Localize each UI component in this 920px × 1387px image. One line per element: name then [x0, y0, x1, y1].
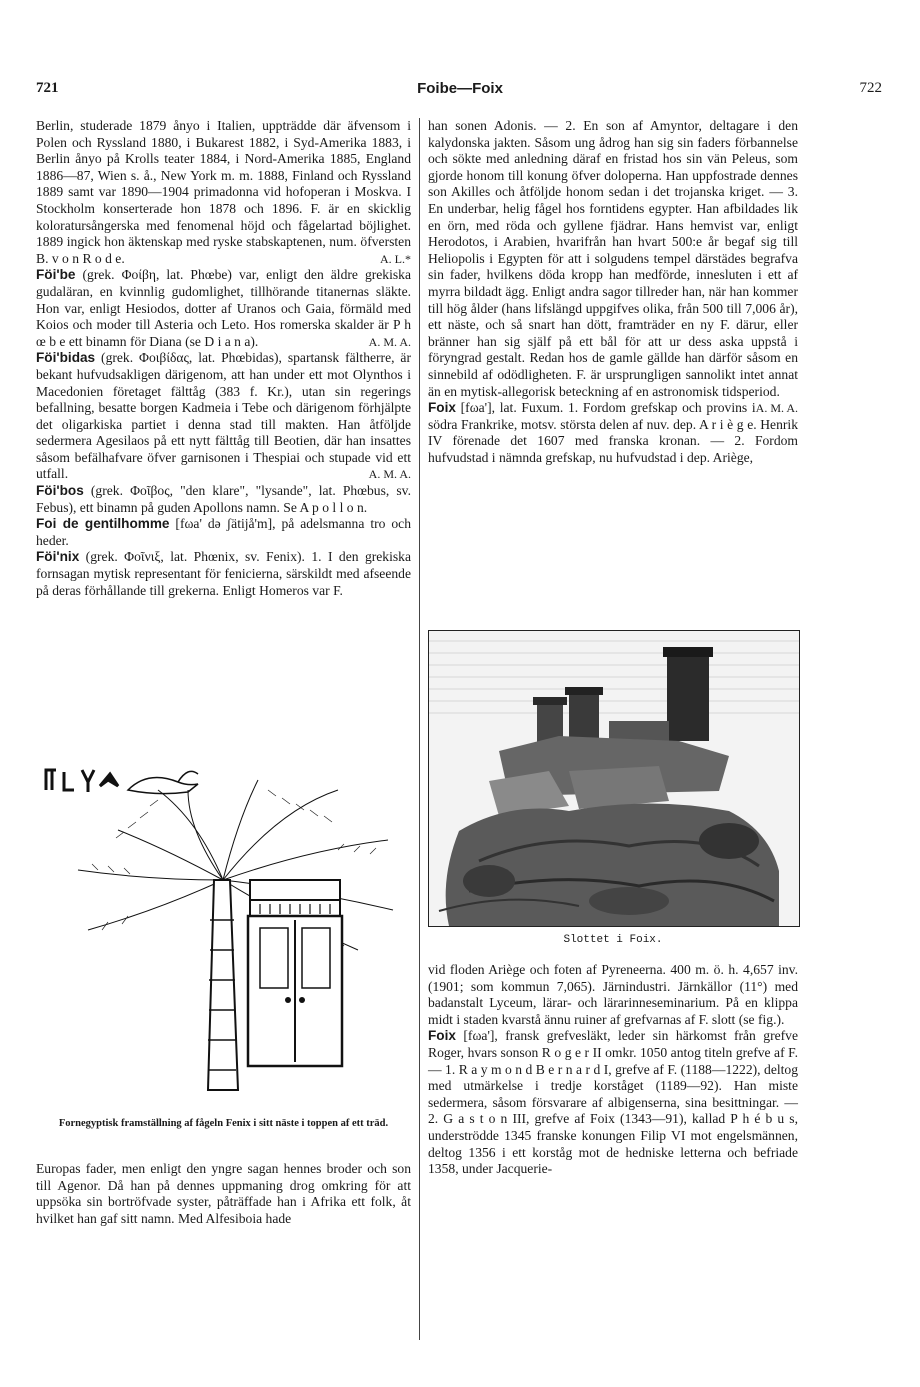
phoenix-illustration	[38, 760, 408, 1110]
headword: Foi de gentilhomme	[36, 516, 170, 532]
entry-foinix	[36, 549, 411, 599]
signature: A. M. A.	[755, 401, 798, 416]
entry-text: (grek. Φοῖνιξ, lat. Phœnix, sv. Fenix). 1. I den grekiska fornsagan mytisk representant för fenicierna, särskildt med afseende på deras förhållande till grekerna. Enligt Homeros var F.	[36, 549, 411, 598]
castle-caption: Slottet i Foix.	[563, 934, 663, 946]
right-column	[428, 118, 798, 466]
right-page-number: 722	[859, 80, 882, 96]
entry-text: Berlin, studerade 1879 ånyo i Italien, uppträdde där äfvensom i Polen och Ryssland 1880, i Bukarest 1882, i Syd-Amerika 1883, i Berlin ånyo på Krolls teater 1884, i Nord-Amerika 1885, England 1886—87, Wien s. å., New York m. m. 1888, Finland och Ryssland 1889 samt var 1890—1904 primadonna vid hofoperan i Moskva. I Stockholm konserterade hon 1878 och 1896. F. är en skicklig koloratursångerska med fenomenal höjd och fågelartad böjlighet. 1889 ingick hon äktenskap med ryske stabskaptenen, num. öfversten B. v o n R o d e.	[36, 118, 411, 266]
signature: A. L.*	[380, 251, 411, 266]
headword: Föi'be	[36, 267, 76, 283]
left-column-bottom	[36, 1161, 411, 1227]
signature: A. M. A.	[368, 334, 411, 349]
entry-foix-family	[428, 1028, 798, 1177]
entry-text: (grek. Φοιβίδας, lat. Phœbidas), spartansk fältherre, är bekant hufvudsakligen därigenom, att han under ett mot Olynthos i Macedonien företaget fälttåg (383 f. Kr.), utan sin regerings befallning, besatte borgen Kadmeia i Tebe och därigenom förhjälpte det oligarkiska partiet i denna stad till makten. Han åtföljde sedermera Agesilaos på ett nytt fälttåg till Beotien, där han insattes såsom befälhafvare öfver garnisonen i Thespiai och stupade vid ett utfall.	[36, 350, 411, 482]
entry-continuation: vid floden Ariège och foten af Pyreneerna. 400 m. ö. h. 4,657 inv. (1901; som kommun 7,065). Järnindustri. Järnkällor (11°) med badanstalt Lyceum, lärar- och lärarinneseminarium. På en klippa midt i staden kvarstå ännu ruiner af grefvarnas af F. slott (se fig.).	[428, 962, 798, 1027]
left-page-number: 721	[36, 80, 59, 96]
castle-illustration	[428, 630, 800, 927]
headword: Föi'bidas	[36, 350, 96, 366]
entry-text: (grek. Φοίβη, lat. Phœbe) var, enligt den äldre grekiska gudaläran, en kvinnlig gudomlighet, tillhörande titanernas släkte. Hon var, enligt Hesiodos, dotter af Uranos och Gaia, förmäld med Koios och moder till Asteria och Leto. Hos romerska skalder är P h œ b e ett binamn för Diana (se D i a n a).	[36, 267, 411, 349]
entry-continuation	[36, 118, 411, 267]
entry-text: [fωa'], fransk grefvesläkt, leder sin härkomst från grefve Roger, hvars sonson R o g e r II omkr. 1050 antog titeln grefve af F. — 1. R a y m o n d B e r n a r d I, grefve af F. (1188—1222), deltog med utmärkelse i tredje korståget (1189—92). Han miste sedermera, såsom försvarare af albigenserna, sina besittningar. — 2. G a s t o n III, grefve af Foix (1343—91), kallad P h é b u s, underströdde 1345 franske konungen Filip VI mot engelsmännen, deltog 1356 i ett korståg mot de hedniske letterna och befriade 1358, under Jacquerie-	[428, 1028, 798, 1177]
entry-foibidas	[36, 350, 411, 483]
headword: Foix	[428, 400, 456, 416]
column-divider	[419, 118, 420, 1340]
headword: Foix	[428, 1028, 456, 1044]
entry-text: [fωa'], lat. Fuxum. 1. Fordom grefskap och provins i södra Frankrike, motsv. största delen af nuv. dep. A r i è g e. Henrik IV förenade det 1607 med franska kronan. — 2. Fordom hufvudstad i nämnda grefskap, nu hufvudstad i dep. Ariège,	[428, 400, 798, 465]
right-column-bottom	[428, 962, 798, 1178]
entry-foi-de-gentilhomme	[36, 516, 411, 549]
headword: Föi'nix	[36, 549, 80, 565]
entry-text: (grek. Φοῖβος, "den klare", "lysande", lat. Phœbus, sv. Febus), ett binamn på guden Apollons namn. Se A p o l l o n.	[36, 483, 411, 515]
entry-foibos	[36, 483, 411, 516]
entry-foix	[428, 400, 798, 466]
entry-continuation: Europas fader, men enligt den yngre sagan hennes broder och son till Agenor. Då han på dennes uppmaning drog omkring för att uppsöka sin bortröfvade syster, påträffade han i Afrika ett folk, åt hvilket han gaf sitt namn. Med Alfesiboia hade	[36, 1161, 411, 1226]
entry-text: han sonen Adonis. — 2. En son af Amyntor, deltagare i den kalydonska jakten. Såsom ung ådrog han sig sin faders förbannelse och sökte med anledning däraf en fristad hos sin vän Peleus, som gjorde honom till konung öfver doloperna. Han uppfostrade dennes son Akilles och åtföljde honom sedan i det trojanska kriget. — 3. En underbar, helig fågel hos forntidens egypter. Han afbildades lik en örn, med röda och gyllene fjädrar. Hans hemvist var, enligt Herodotos, i Arabien, hvarifrån han hvart 500:e år begaf sig till Heliopolis i Egypten för att i solgudens tempel därstädes begrafva sin fader, hvilkens döda kropp han medförde, innesluten i ett af myrra bildadt ägg. Enligt andra sagor tillreder han, när han kommer till hög ålder (hans lifslängd uppgifves olika, från 500 till 7,006 år), ett näste, och så snart han dött, framträder en ny F. därur, eller bränner han sig själf på ett bål för att ur dess aska uppstå i föryngrad gestalt. Redan hos de gamle gällde han därför såsom en sinnebild af odödligheten. F. är ursprungligen sannolikt intet annat än en mytisk-allegorisk beteckning af en astronomisk tidsperiod.	[428, 118, 798, 399]
signature: A. M. A.	[368, 467, 411, 482]
headword: Föi'bos	[36, 483, 84, 499]
entry-foibe	[36, 267, 411, 350]
phoenix-caption: Fornegyptisk framställning af fågeln Fenix i sitt näste i toppen af ett träd.	[58, 1118, 389, 1129]
entry-text: [fωa' dә ʃätijå'm], på adelsmanna tro och heder.	[36, 516, 411, 548]
running-head: Foibe—Foix	[417, 80, 503, 97]
left-column	[36, 118, 411, 599]
